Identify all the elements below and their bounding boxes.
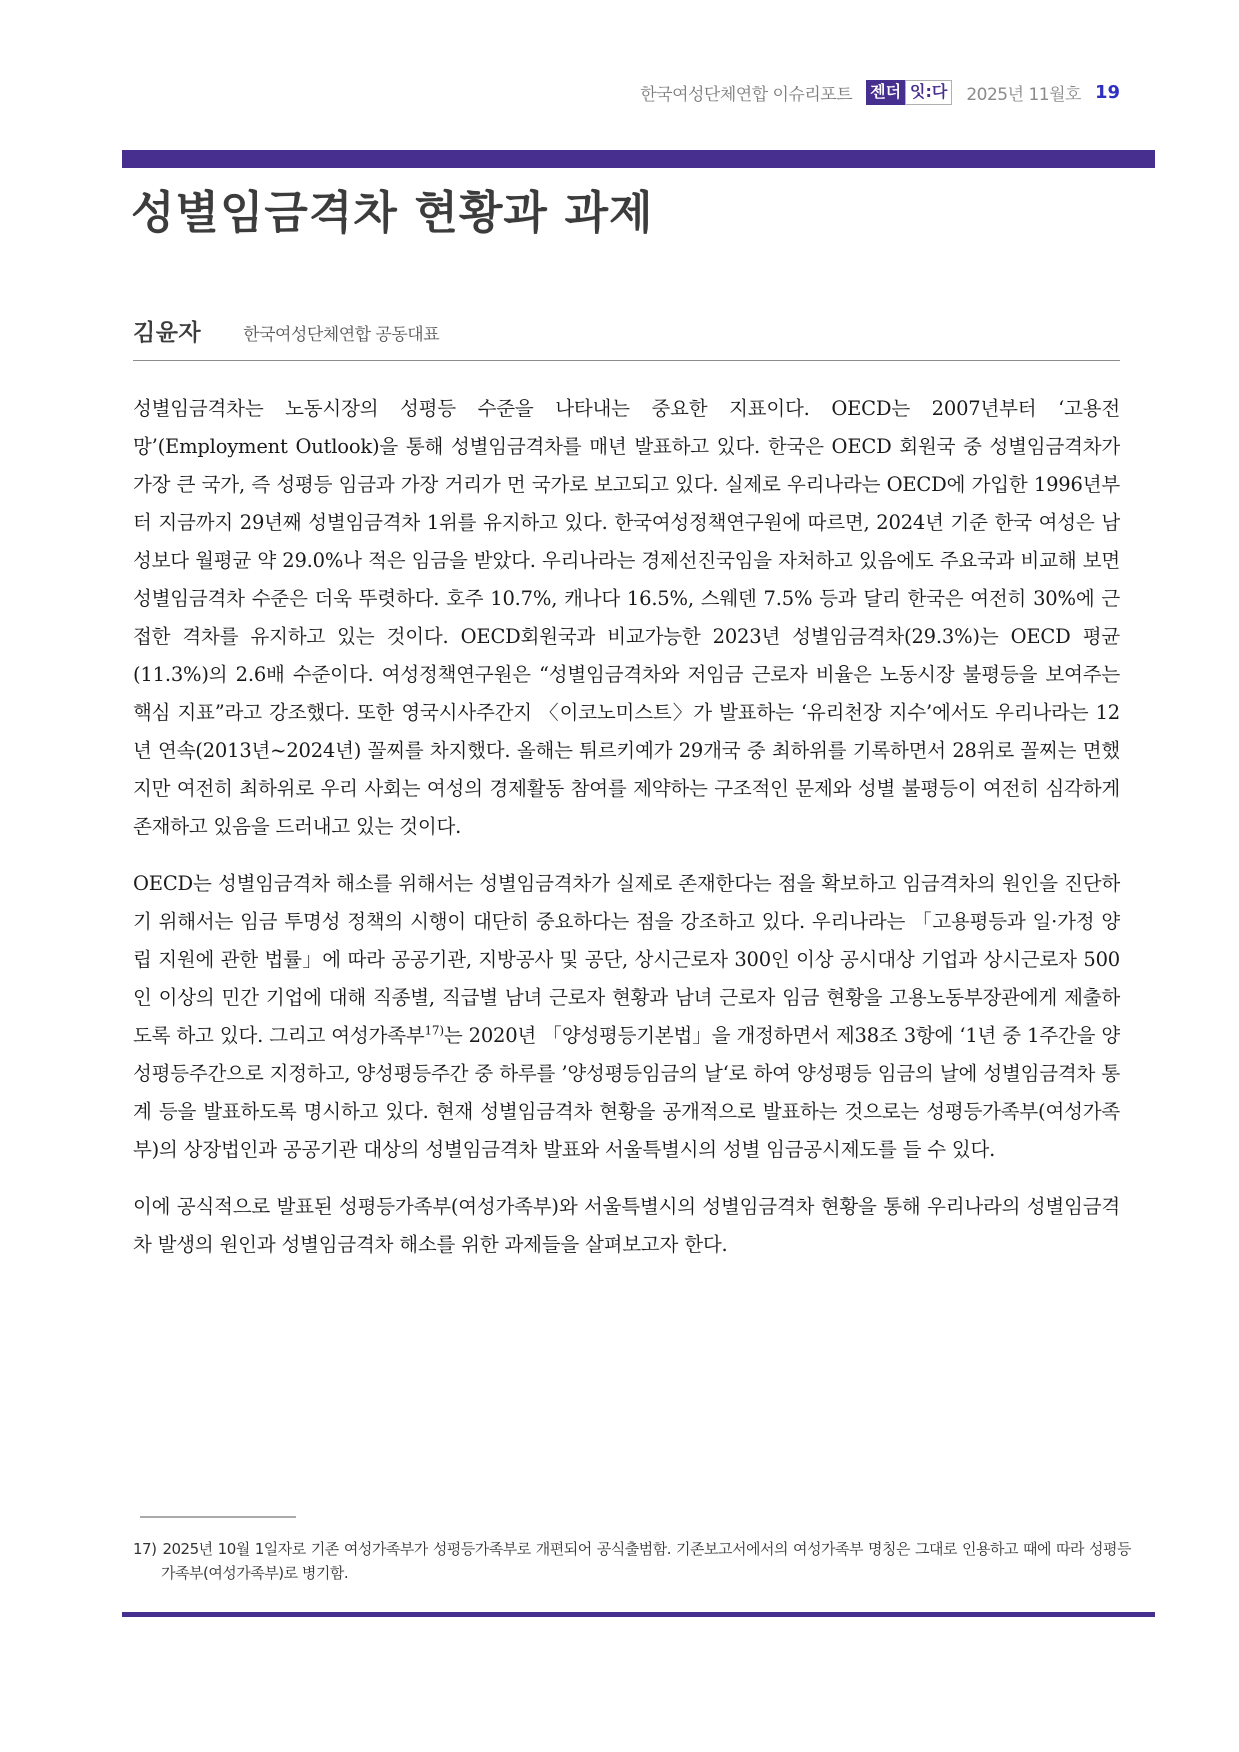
footnote-item — [133, 1537, 1131, 1585]
footnote-block — [133, 1537, 1131, 1585]
paragraph-2-text-after-footnote: 는 2020년 「양성평등기본법」을 개정하면서 제38조 3항에 ‘1년 중 1주간을 양성평등주간으로 지정하고, 양성평등주간 중 하루를 ’양성평등임금의 날‘로 하여 양성평등 임금의 날에 성별임금격차 통계 등을 발표하도록 명시하고 있다. 현재 성별임금격차 현황을 공개적으로 발표하는 것으로는 성평등가족부(여성가족부)의 상장법인과 공공기관 대상의 성별임금격차 발표와 서울특별시의 성별 임금공시제도를 들 수 있다. — [133, 1024, 1120, 1161]
logo-part-outlined: 잇:다 — [905, 80, 952, 105]
body-paragraph-3: 이에 공식적으로 발표된 성평등가족부(여성가족부)와 서울특별시의 성별임금격차 현황을 통해 우리나라의 성별임금격차 발생의 원인과 성별임금격차 해소를 위한 과제들을 살펴보고자 한다. — [133, 1195, 1120, 1256]
page-header — [122, 80, 1120, 105]
author-affiliation: 한국여성단체연합 공동대표 — [243, 325, 440, 345]
gender-itda-logo — [866, 80, 952, 105]
logo-part-filled: 젠더 — [866, 80, 905, 105]
paragraph-2-text-before-footnote: OECD는 성별임금격차 해소를 위해서는 성별임금격차가 실제로 존재한다는 점을 확보하고 임금격차의 원인을 진단하기 위해서는 임금 투명성 정책의 시행이 대단히 중요하다는 점을 강조하고 있다. 우리나라는 「고용평등과 일·가정 양립 지원에 관한 법률」에 따라 공공기관, 지방공사 및 공단, 상시근로자 300인 이상 공시대상 기업과 상시근로자 500인 이상의 민간 기업에 대해 직종별, 직급별 남녀 근로자 현황과 남녀 근로자 임금 현황을 고용노동부장관에게 제출하도록 하고 있다. 그리고 여성가족부 — [133, 872, 1120, 1047]
bottom-accent-bar — [122, 1612, 1155, 1617]
footnote-reference-marker: 17) — [424, 1023, 444, 1038]
author-row — [133, 314, 1120, 347]
page-number: 19 — [1094, 82, 1120, 103]
footnote-number: 17) — [133, 1540, 157, 1558]
report-series-label: 한국여성단체연합 이슈리포트 — [640, 85, 853, 105]
footnote-separator-rule — [140, 1516, 296, 1518]
issue-date-label: 2025년 11월호 — [966, 85, 1081, 105]
author-name: 김윤자 — [133, 319, 202, 346]
author-divider-rule — [133, 360, 1120, 361]
body-paragraph-2 — [133, 865, 1120, 1169]
article-body — [133, 390, 1120, 1283]
top-accent-bar — [122, 150, 1155, 168]
article-title: 성별임금격차 현황과 과제 — [131, 186, 654, 239]
footnote-text: 2025년 10월 1일자로 기존 여성가족부가 성평등가족부로 개편되어 공식출범함. 기존보고서에서의 여성가족부 명칭은 그대로 인용하고 때에 따라 성평등가족부(여성가족부)로 병기함. — [161, 1540, 1131, 1582]
body-paragraph-1: 성별임금격차는 노동시장의 성평등 수준을 나타내는 중요한 지표이다. OECD는 2007년부터 ‘고용전망’(Employment Outlook)을 통해 성별임금격차를 매년 발표하고 있다. 한국은 OECD 회원국 중 성별임금격차가 가장 큰 국가, 즉 성평등 임금과 가장 거리가 먼 국가로 보고되고 있다. 실제로 우리나라는 OECD에 가입한 1996년부터 지금까지 29년째 성별임금격차 1위를 유지하고 있다. 한국여성정책연구원에 따르면, 2024년 기준 한국 여성은 남성보다 월평균 약 29.0%나 적은 임금을 받았다. 우리나라는 경제선진국임을 자처하고 있음에도 주요국과 비교해 보면 성별임금격차 수준은 더욱 뚜렷하다. 호주 10.7%, 캐나다 16.5%, 스웨덴 7.5% 등과 달리 한국은 여전히 30%에 근접한 격차를 유지하고 있는 것이다. OECD회원국과 비교가능한 2023년 성별임금격차(29.3%)는 OECD 평균(11.3%)의 2.6배 수준이다. 여성정책연구원은 “성별임금격차와 저임금 근로자 비율은 노동시장 불평등을 보여주는 핵심 지표”라고 강조했다. 또한 영국시사주간지 〈이코노미스트〉가 발표하는 ‘유리천장 지수’에서도 우리나라는 12년 연속(2013년~2024년) 꼴찌를 차지했다. 올해는 튀르키예가 29개국 중 최하위를 기록하면서 28위로 꼴찌는 면했지만 여전히 최하위로 우리 사회는 여성의 경제활동 참여를 제약하는 구조적인 문제와 성별 불평등이 여전히 심각하게 존재하고 있음을 드러내고 있는 것이다. — [133, 397, 1120, 838]
